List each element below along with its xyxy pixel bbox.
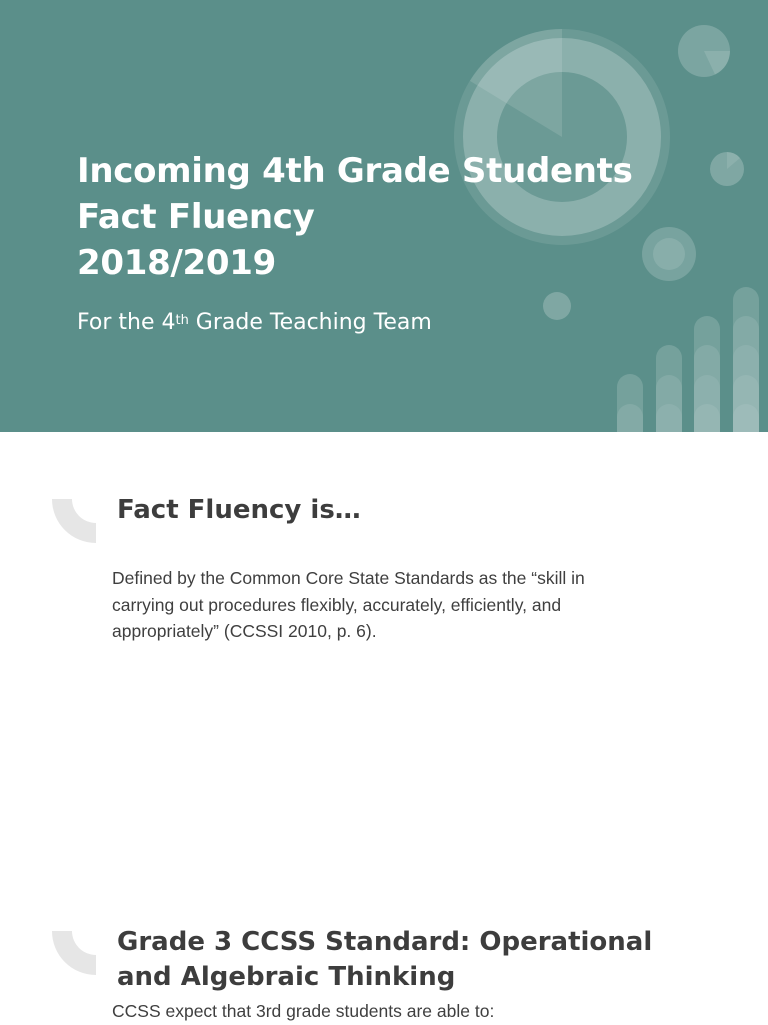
- pie-icon: [543, 292, 571, 320]
- slide-title: [77, 148, 633, 286]
- slide-grade3-standard: [0, 904, 768, 1024]
- title-slide: [0, 0, 768, 432]
- pie-icon: [678, 25, 730, 77]
- slide-subtitle: [77, 306, 432, 340]
- heading-line: and Algebraic Thinking: [117, 962, 456, 992]
- title-line: Incoming 4th Grade Students: [77, 151, 633, 191]
- pie-icon: [710, 152, 744, 186]
- title-line: 2018/2019: [77, 243, 276, 283]
- bar-chart-icon: [617, 287, 759, 432]
- pie-icon: [642, 227, 696, 281]
- body-line: Defined by the Common Core State Standards as the “skill in: [112, 568, 585, 588]
- heading-line: Grade 3 CCSS Standard: Operational: [117, 927, 653, 957]
- slide-body: [112, 565, 585, 645]
- slide-heading: Fact Fluency is…: [117, 495, 361, 525]
- slide-heading: [117, 925, 652, 995]
- quarter-circle-icon: [52, 499, 96, 543]
- slide-fact-fluency: [0, 468, 768, 900]
- slide-body: CCSS expect that 3rd grade students are able to:: [112, 1001, 495, 1021]
- body-line: carrying out procedures flexibly, accurately, efficiently, and: [112, 594, 562, 615]
- title-line: Fact Fluency: [77, 197, 315, 237]
- subtitle-superscript: th: [175, 313, 189, 328]
- subtitle-prefix: For the 4: [77, 310, 176, 335]
- subtitle-suffix: Grade Teaching Team: [188, 310, 432, 335]
- quarter-circle-icon: [52, 931, 96, 975]
- body-line: appropriately” (CCSSI 2010, p. 6).: [112, 621, 377, 641]
